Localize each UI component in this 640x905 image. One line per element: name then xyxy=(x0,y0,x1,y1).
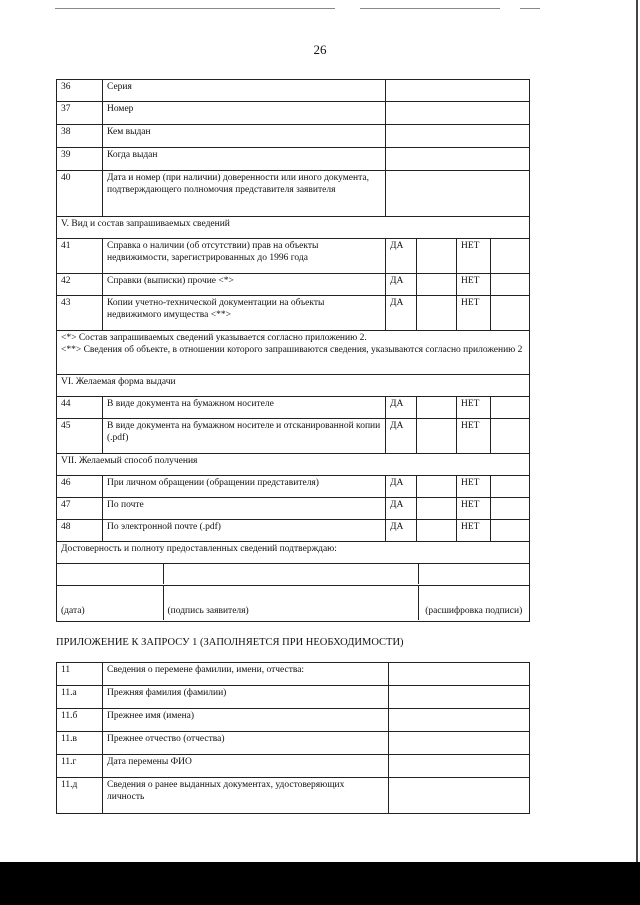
yes-checkbox[interactable] xyxy=(417,397,457,419)
row-label: Кем выдан xyxy=(103,125,386,148)
yes-label: ДА xyxy=(386,274,417,296)
name-decode-input[interactable] xyxy=(418,564,529,584)
row-number: 11.а xyxy=(57,686,103,709)
no-checkbox[interactable] xyxy=(491,274,530,296)
value-cell[interactable] xyxy=(389,778,530,814)
signature-inputs xyxy=(57,564,529,584)
yes-checkbox[interactable] xyxy=(417,520,457,542)
row-label: Справка о наличии (об отсутствии) прав на объекты недвижимости, зарегистрированных до 1996 года xyxy=(103,239,386,274)
row-label: Номер xyxy=(103,102,386,125)
row-number: 39 xyxy=(57,148,103,171)
table-row xyxy=(57,663,530,686)
table-row xyxy=(57,296,530,331)
row-label: В виде документа на бумажном носителе и отсканированной копии (.pdf) xyxy=(103,419,386,454)
section-title: V. Вид и состав запрашиваемых сведений xyxy=(57,217,530,239)
appendix-title: ПРИЛОЖЕНИЕ К ЗАПРОСУ 1 (ЗАПОЛНЯЕТСЯ ПРИ НЕОБХОДИМОСТИ) xyxy=(56,637,404,648)
section-header-row xyxy=(57,217,530,239)
no-label: НЕТ xyxy=(457,397,491,419)
row-number: 41 xyxy=(57,239,103,274)
table-row xyxy=(57,686,530,709)
scan-top-line xyxy=(55,8,335,9)
table-row xyxy=(57,498,530,520)
table-row xyxy=(57,709,530,732)
row-number: 40 xyxy=(57,171,103,217)
yes-label: ДА xyxy=(386,476,417,498)
value-cell[interactable] xyxy=(389,709,530,732)
row-label: Прежнее имя (имена) xyxy=(103,709,389,732)
yes-checkbox[interactable] xyxy=(417,476,457,498)
row-label: Дата и номер (при наличии) доверенности или иного документа, подтверждающего полномочия представителя заявителя xyxy=(103,171,386,217)
row-label: Прежнее отчество (отчества) xyxy=(103,732,389,755)
table-row xyxy=(57,397,530,419)
row-label: Сведения о ранее выданных документах, удостоверяющих личность xyxy=(103,778,389,814)
row-number: 11.в xyxy=(57,732,103,755)
table-row xyxy=(57,80,530,102)
row-number: 47 xyxy=(57,498,103,520)
table-row xyxy=(57,520,530,542)
value-cell[interactable] xyxy=(389,686,530,709)
no-checkbox[interactable] xyxy=(491,239,530,274)
row-label: Справки (выписки) прочие <*> xyxy=(103,274,386,296)
yes-label: ДА xyxy=(386,419,417,454)
row-number: 11.д xyxy=(57,778,103,814)
row-number: 11 xyxy=(57,663,103,686)
no-label: НЕТ xyxy=(457,419,491,454)
row-label: По почте xyxy=(103,498,386,520)
signature-captions xyxy=(57,586,529,620)
row-number: 48 xyxy=(57,520,103,542)
signature-captions-row xyxy=(57,586,530,622)
yes-checkbox[interactable] xyxy=(417,419,457,454)
row-number: 11.б xyxy=(57,709,103,732)
value-cell[interactable] xyxy=(386,148,530,171)
row-label: Копии учетно-технической документации на объекты недвижимого имущества <**> xyxy=(103,296,386,331)
date-caption: (дата) xyxy=(57,586,163,620)
footnote-2: <**> Сведения об объекте, в отношении которого запрашиваются сведения, указываются согласно приложению 2 xyxy=(61,344,523,355)
row-number: 37 xyxy=(57,102,103,125)
yes-checkbox[interactable] xyxy=(417,274,457,296)
value-cell[interactable] xyxy=(389,663,530,686)
yes-label: ДА xyxy=(386,296,417,331)
row-label: По электронной почте (.pdf) xyxy=(103,520,386,542)
yes-checkbox[interactable] xyxy=(417,239,457,274)
no-checkbox[interactable] xyxy=(491,520,530,542)
yes-checkbox[interactable] xyxy=(417,296,457,331)
no-label: НЕТ xyxy=(457,498,491,520)
table-row xyxy=(57,148,530,171)
confirmation-row xyxy=(57,542,530,564)
value-cell[interactable] xyxy=(389,755,530,778)
row-label: Серия xyxy=(103,80,386,102)
value-cell[interactable] xyxy=(389,732,530,755)
table-row xyxy=(57,778,530,814)
scan-bottom-edge xyxy=(0,862,640,905)
row-number: 36 xyxy=(57,80,103,102)
row-label: Сведения о перемене фамилии, имени, отчества: xyxy=(103,663,389,686)
section-header-row xyxy=(57,375,530,397)
no-label: НЕТ xyxy=(457,476,491,498)
scan-top-line xyxy=(520,8,540,9)
row-number: 42 xyxy=(57,274,103,296)
row-number: 38 xyxy=(57,125,103,148)
table-row xyxy=(57,419,530,454)
yes-label: ДА xyxy=(386,498,417,520)
yes-label: ДА xyxy=(386,239,417,274)
row-number: 46 xyxy=(57,476,103,498)
footnotes xyxy=(57,331,530,375)
table-row xyxy=(57,171,530,217)
table-row xyxy=(57,274,530,296)
table-row xyxy=(57,102,530,125)
footnote-row xyxy=(57,331,530,375)
value-cell[interactable] xyxy=(386,80,530,102)
row-label: Когда выдан xyxy=(103,148,386,171)
scan-top-line xyxy=(360,8,500,9)
signature-input[interactable] xyxy=(163,564,418,584)
value-cell[interactable] xyxy=(386,171,530,217)
value-cell[interactable] xyxy=(386,125,530,148)
row-number: 43 xyxy=(57,296,103,331)
no-label: НЕТ xyxy=(457,296,491,331)
request-form-table xyxy=(56,79,530,622)
no-label: НЕТ xyxy=(457,239,491,274)
yes-checkbox[interactable] xyxy=(417,498,457,520)
yes-label: ДА xyxy=(386,397,417,419)
table-row xyxy=(57,476,530,498)
row-number: 45 xyxy=(57,419,103,454)
no-checkbox[interactable] xyxy=(491,397,530,419)
no-checkbox[interactable] xyxy=(491,476,530,498)
section-header-row xyxy=(57,454,530,476)
signature-fill-row xyxy=(57,564,530,586)
footnote-1: <*> Состав запрашиваемых сведений указывается согласно приложению 2. xyxy=(61,333,367,343)
table-row xyxy=(57,239,530,274)
page-number: 26 xyxy=(313,42,327,57)
no-checkbox[interactable] xyxy=(491,498,530,520)
yes-label: ДА xyxy=(386,520,417,542)
table-row xyxy=(57,125,530,148)
row-label: В виде документа на бумажном носителе xyxy=(103,397,386,419)
table-row xyxy=(57,732,530,755)
no-label: НЕТ xyxy=(457,274,491,296)
section-title: VI. Желаемая форма выдачи xyxy=(57,375,530,397)
appendix-table xyxy=(56,662,530,814)
no-checkbox[interactable] xyxy=(491,296,530,331)
value-cell[interactable] xyxy=(386,102,530,125)
section-title: VII. Желаемый способ получения xyxy=(57,454,530,476)
no-checkbox[interactable] xyxy=(491,419,530,454)
row-label: Дата перемены ФИО xyxy=(103,755,389,778)
date-input[interactable] xyxy=(57,564,163,584)
row-number: 11.г xyxy=(57,755,103,778)
name-decode-caption: (расшифровка подписи) xyxy=(425,606,523,617)
row-label: При личном обращении (обращении представителя) xyxy=(103,476,386,498)
table-row xyxy=(57,755,530,778)
no-label: НЕТ xyxy=(457,520,491,542)
page-edge xyxy=(636,0,638,905)
row-number: 44 xyxy=(57,397,103,419)
confirmation-text: Достоверность и полноту предоставленных сведений подтверждаю: xyxy=(57,542,530,564)
signature-caption: (подпись заявителя) xyxy=(163,586,418,620)
row-label: Прежняя фамилия (фамилии) xyxy=(103,686,389,709)
